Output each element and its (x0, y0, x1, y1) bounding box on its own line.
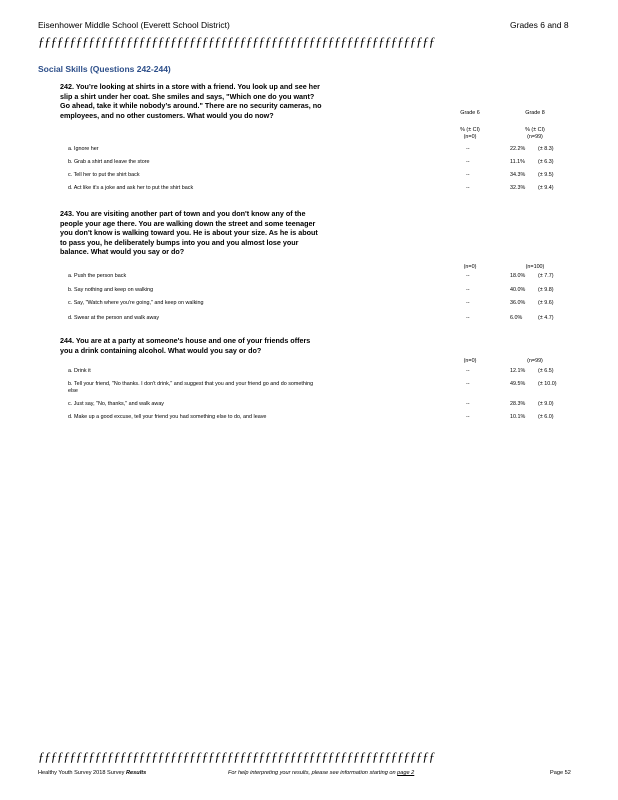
q242-c-grade6: -- (466, 172, 470, 178)
q244-a-grade6: -- (466, 368, 470, 374)
q242-b-grade8: 11.1% (510, 159, 525, 165)
grade6-n: (n=0) (463, 134, 477, 140)
q242-b-grade6: -- (466, 159, 470, 165)
q244-option-a: a. Drink it (68, 368, 91, 374)
q244-grade8-n: (n=99) (527, 358, 543, 364)
top-rule: ƒƒƒƒƒƒƒƒƒƒƒƒƒƒƒƒƒƒƒƒƒƒƒƒƒƒƒƒƒƒƒƒƒƒƒƒƒƒƒƒƒƒƒƒƒƒƒƒƒƒƒƒƒƒƒƒƒƒƒƒƒƒƒ (38, 34, 435, 49)
footer-survey-name: Healthy Youth Survey 2018 Survey (38, 770, 125, 776)
q242-c-grade8: 34.3% (510, 172, 526, 178)
q242-a-grade8: 22.2% (510, 146, 526, 152)
q243-a-grade6: -- (466, 273, 470, 279)
grades-header: Grades 6 and 8 (510, 20, 569, 30)
footer-help-text: For help interpreting your results, please see information starting on (228, 770, 396, 776)
q242-d-ci: (± 9.4) (538, 185, 554, 191)
section-title: Social Skills (Questions 242-244) (38, 64, 171, 74)
q242-option-a: a. Ignore her (68, 146, 99, 152)
q242-d-grade6: -- (466, 185, 470, 191)
q243-d-grade8: 6.0% (510, 315, 523, 321)
q244-grade6-n: (n=0) (463, 358, 477, 364)
footer-help (228, 770, 414, 776)
footer-results: Results (126, 770, 147, 776)
q244-d-grade6: -- (466, 414, 470, 420)
question-242: 242. You’re looking at shirts in a store with a friend. You look up and see her slip a shirt under her coat. She smiles and says, "Which one do you want? Go ahead, take it while nobody’s around." There are no security cameras, no employees, and no other customers. What would you do now? (60, 82, 322, 120)
grade8-header: Grade 8 (525, 110, 545, 116)
q244-a-ci: (± 6.5) (538, 368, 554, 374)
q243-option-c: c. Say, "Watch where you're going," and keep on walking (68, 300, 204, 306)
q242-c-ci: (± 9.5) (538, 172, 554, 178)
q243-c-grade8: 36.0% (510, 300, 526, 306)
q244-b-ci: (± 10.0) (538, 381, 557, 387)
footer-page-link[interactable]: page 2 (397, 770, 415, 776)
grade6-header: Grade 6 (460, 110, 480, 116)
question-243: 243. You are visiting another part of town and you don't know any of the people your age there. You are walking down the street and some teenager you don't know is walking toward you. He is about your size. As he is about to pass you, he deliberately bumps into you and you almost lose your balance. What would you say or do? (60, 209, 318, 257)
q243-d-ci: (± 4.7) (538, 315, 554, 321)
q244-d-ci: (± 6.0) (538, 414, 554, 420)
question-244: 244. You are at a party at someone's house and one of your friends offers you a drink containing alcohol. What would you say or do? (60, 336, 311, 355)
q243-d-grade6: -- (466, 315, 470, 321)
q242-a-ci: (± 8.3) (538, 146, 554, 152)
q242-option-d: d. Act like it’s a joke and ask her to put the shirt back (68, 185, 194, 191)
q243-c-ci: (± 9.6) (538, 300, 554, 306)
q243-grade8-n: (n=100) (525, 264, 545, 270)
q243-b-ci: (± 9.8) (538, 287, 554, 293)
grade6-pct-ci: % (± CI) (460, 127, 480, 133)
q243-c-grade6: -- (466, 300, 470, 306)
q243-b-grade6: -- (466, 287, 470, 293)
q244-option-d: d. Make up a good excuse, tell your friend you had something else to do, and leave (68, 414, 267, 420)
footer-left (38, 770, 146, 776)
q244-c-grade8: 28.3% (510, 401, 526, 407)
q243-option-d: d. Swear at the person and walk away (68, 315, 160, 321)
q243-option-b: b. Say nothing and keep on walking (68, 287, 154, 293)
q242-option-c: c. Tell her to put the shirt back (68, 172, 140, 178)
q243-option-a: a. Push the person back (68, 273, 127, 279)
q244-b-grade6: -- (466, 381, 470, 387)
q243-a-grade8: 18.0% (510, 273, 526, 279)
q243-b-grade8: 40.0% (510, 287, 526, 293)
q244-c-ci: (± 9.0) (538, 401, 554, 407)
q243-a-ci: (± 7.7) (538, 273, 554, 279)
q242-d-grade8: 32.3% (510, 185, 526, 191)
q242-option-b: b. Grab a shirt and leave the store (68, 159, 150, 165)
grade8-pct-ci: % (± CI) (525, 127, 545, 133)
q243-grade6-n: (n=0) (463, 264, 477, 270)
q242-b-ci: (± 6.3) (538, 159, 554, 165)
school-header: Eisenhower Middle School (Everett School District) (38, 20, 230, 30)
page-number: Page 52 (550, 770, 571, 776)
q244-option-c: c. Just say, "No, thanks," and walk away (68, 401, 165, 407)
q242-a-grade6: -- (466, 146, 470, 152)
bottom-rule: ƒƒƒƒƒƒƒƒƒƒƒƒƒƒƒƒƒƒƒƒƒƒƒƒƒƒƒƒƒƒƒƒƒƒƒƒƒƒƒƒƒƒƒƒƒƒƒƒƒƒƒƒƒƒƒƒƒƒƒƒƒƒƒ (38, 749, 435, 764)
q244-b-grade8: 49.5% (510, 381, 526, 387)
grade8-n: (n=99) (527, 134, 543, 140)
q244-d-grade8: 10.1% (510, 414, 526, 420)
q244-c-grade6: -- (466, 401, 470, 407)
q244-a-grade8: 12.1% (510, 368, 526, 374)
q244-option-b: b. Tell your friend, "No thanks. I don't drink," and suggest that you and your friend go and do something else (68, 381, 314, 394)
